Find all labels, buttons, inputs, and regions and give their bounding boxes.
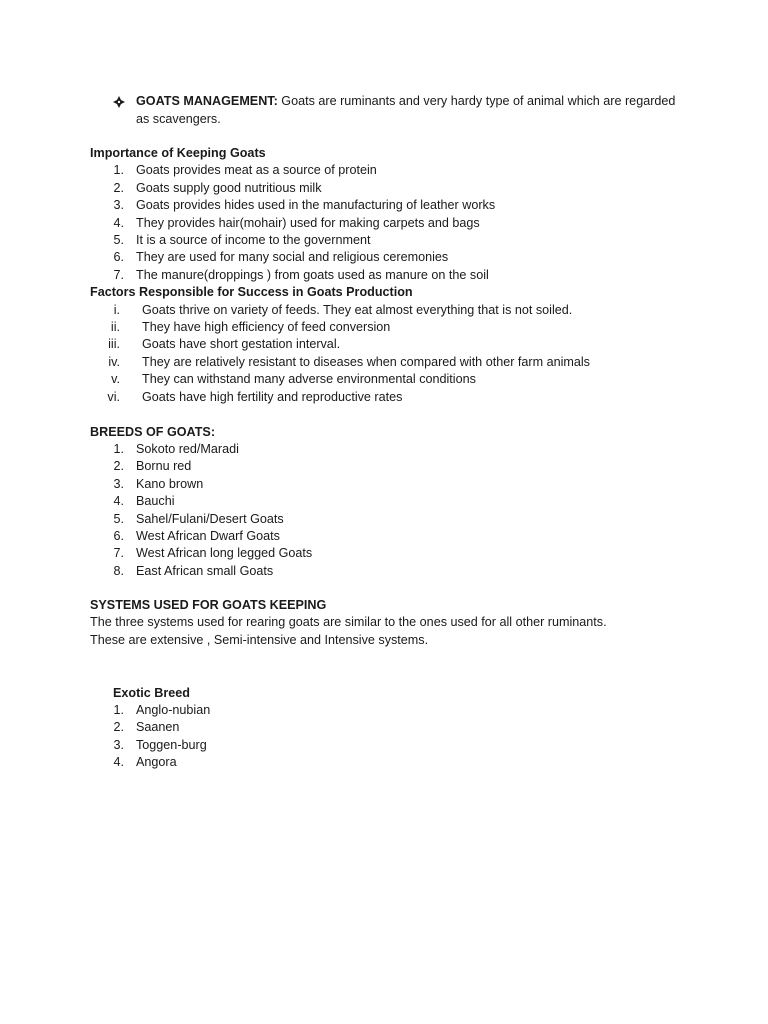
- diamond-bullet-icon: [112, 95, 126, 109]
- list-item: West African long legged Goats: [136, 546, 313, 561]
- list-number: 1.: [113, 441, 124, 456]
- list-number: 2.: [113, 720, 124, 735]
- list-item: Saanen: [136, 720, 180, 735]
- list-item: Toggen-burg: [136, 737, 207, 752]
- list-number: 6.: [113, 250, 124, 265]
- list-number: 6.: [113, 528, 124, 543]
- list-number: 1.: [113, 163, 124, 178]
- list-item: Goats provides hides used in the manufacturing of leather works: [136, 198, 496, 213]
- list-number: 4.: [113, 494, 124, 509]
- breeds-heading: BREEDS OF GOATS:: [90, 424, 216, 439]
- list-number: 5.: [113, 511, 124, 526]
- list-number: 2.: [113, 180, 124, 195]
- intro-line-continued: as scavengers.: [136, 111, 221, 126]
- list-number: 3.: [113, 737, 124, 752]
- list-item: Goats supply good nutritious milk: [136, 180, 322, 195]
- systems-paragraph-line: The three systems used for rearing goats are similar to the ones used for all other ruminants.: [90, 615, 607, 630]
- list-number: 3.: [113, 476, 124, 491]
- list-number: 3.: [113, 198, 124, 213]
- list-number: 4.: [113, 215, 124, 230]
- list-number: 7.: [113, 267, 124, 282]
- list-item: They provides hair(mohair) used for making carpets and bags: [136, 215, 480, 230]
- intro-text: Goats are ruminants and very hardy type of animal which are regarded: [277, 94, 676, 108]
- list-number: 7.: [113, 546, 124, 561]
- list-item: Bornu red: [136, 459, 192, 474]
- list-item: West African Dwarf Goats: [136, 528, 280, 543]
- list-number: vi.: [107, 389, 120, 404]
- list-item: They are relatively resistant to diseases when compared with other farm animals: [142, 354, 590, 369]
- intro-line: [136, 93, 675, 110]
- list-number: 8.: [113, 563, 124, 578]
- factors-heading: Factors Responsible for Success in Goats Production: [90, 285, 413, 300]
- list-item: Anglo-nubian: [136, 702, 211, 717]
- list-item: They can withstand many adverse environmental conditions: [142, 372, 476, 387]
- list-number: iii.: [108, 337, 120, 352]
- list-item: Sahel/Fulani/Desert Goats: [136, 511, 284, 526]
- list-item: Sokoto red/Maradi: [136, 441, 239, 456]
- list-item: East African small Goats: [136, 563, 274, 578]
- systems-heading: SYSTEMS USED FOR GOATS KEEPING: [90, 598, 327, 612]
- list-number: 5.: [113, 233, 124, 247]
- list-item: They are used for many social and religious ceremonies: [136, 250, 449, 265]
- list-item: Goats provides meat as a source of protein: [136, 163, 377, 178]
- list-item: Bauchi: [136, 494, 175, 509]
- intro-label: GOATS MANAGEMENT:: [136, 94, 278, 108]
- list-number: iv.: [108, 354, 120, 369]
- list-item: They have high efficiency of feed conversion: [142, 320, 391, 334]
- list-number: 4.: [113, 755, 124, 770]
- list-item: Goats have high fertility and reproductive rates: [142, 389, 403, 404]
- list-item: Goats thrive on variety of feeds. They eat almost everything that is not soiled.: [142, 302, 573, 317]
- list-item: Goats have short gestation interval.: [142, 337, 341, 352]
- importance-heading: Importance of Keeping Goats: [90, 146, 266, 160]
- list-number: 1.: [113, 702, 124, 717]
- list-number: ii.: [110, 320, 120, 334]
- exotic-heading: Exotic Breed: [113, 685, 190, 700]
- list-item: Angora: [136, 755, 177, 770]
- list-item: It is a source of income to the government: [136, 233, 371, 247]
- list-number: 2.: [113, 459, 124, 474]
- systems-paragraph-line: These are extensive , Semi-intensive and Intensive systems.: [90, 632, 429, 647]
- list-item: The manure(droppings ) from goats used as manure on the soil: [136, 267, 489, 282]
- list-item: Kano brown: [136, 476, 204, 491]
- list-number: v.: [111, 372, 120, 387]
- list-number: i.: [113, 302, 120, 317]
